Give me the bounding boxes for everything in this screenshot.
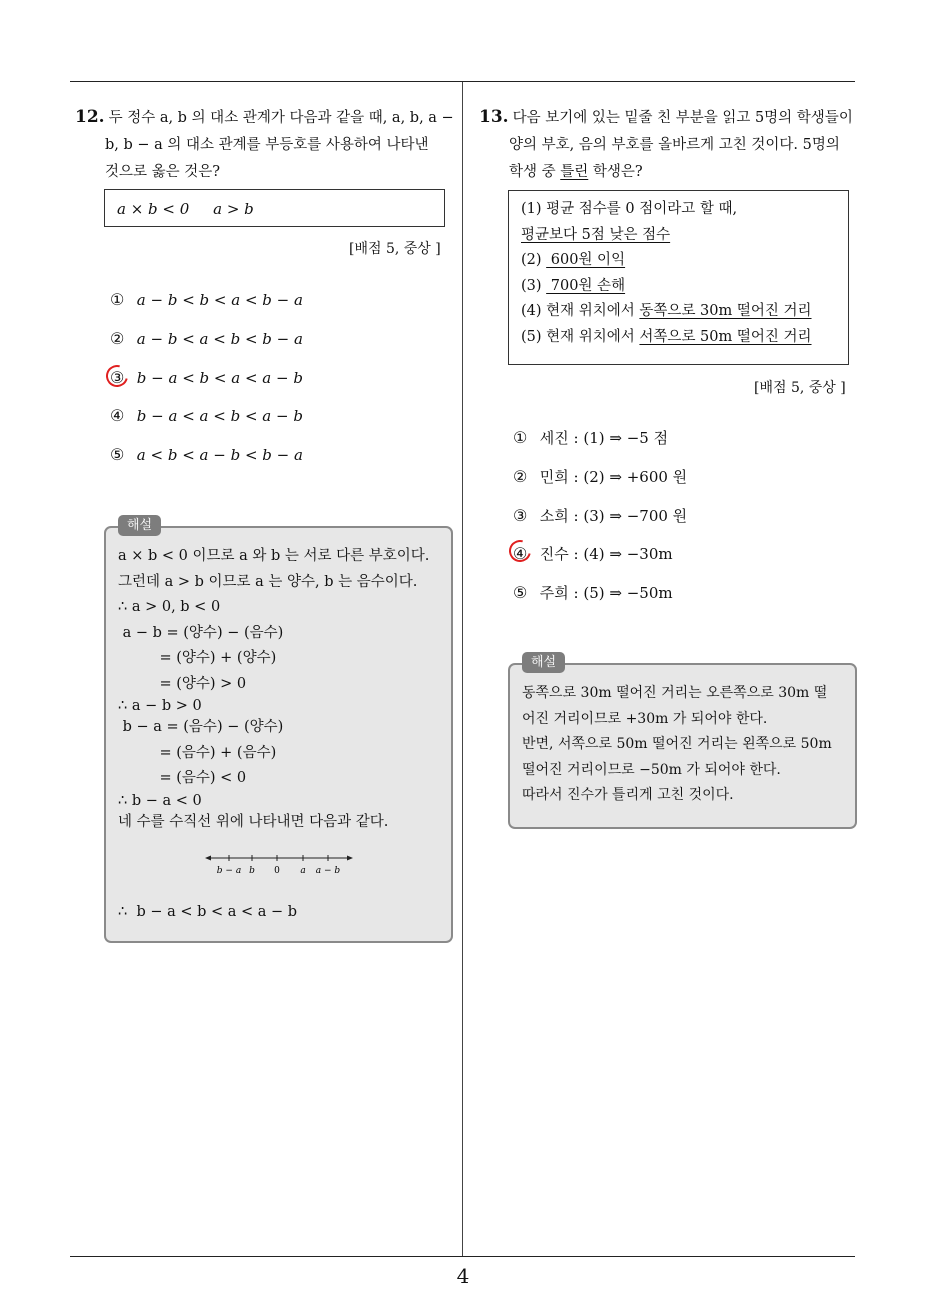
score-label: [배점 5, 중상 ]: [754, 380, 846, 396]
question-text-line1: 두 정수 a, b 의 대소 관계가 다음과 같을 때, a, b, a −: [108, 110, 454, 126]
number-line-diagram: [205, 851, 355, 879]
bottom-rule: [70, 1256, 855, 1257]
example-underline: 동쪽으로 30m 떨어진 거리: [639, 303, 812, 319]
arrow-left-icon: [205, 856, 211, 861]
explanation-text: [522, 681, 832, 809]
explanation-line: = (양수) + (양수): [118, 650, 277, 666]
explanation-line: 반면, 서쪽으로 50m 떨어진 거리는 왼쪽으로 50m: [522, 736, 832, 752]
explanation-line: 따라서 진수가 틀리게 고친 것이다.: [522, 787, 734, 803]
explanation-line: ∴ a − b > 0: [118, 698, 202, 714]
explanation-line: 네 수를 수직선 위에 나타내면 다음과 같다.: [118, 813, 389, 830]
arrow-right-icon: [347, 856, 353, 861]
question-text-line1: 다음 보기에 있는 밑줄 친 부분을 읽고 5명의 학생들이: [512, 110, 853, 126]
choice-5[interactable]: ⑤ 주희 : (5) ⇒ −50m: [513, 583, 673, 602]
question-text-line2: b, b − a 의 대소 관계를 부등호를 사용하여 나타낸: [105, 137, 429, 153]
explanation-line: = (음수) < 0: [118, 770, 247, 786]
page-number: 4: [456, 1264, 470, 1288]
tick-label: 0: [274, 866, 280, 876]
column-divider: [462, 82, 463, 1256]
given-condition: a × b < 0 a > b: [117, 200, 254, 218]
given-condition-box: [104, 189, 445, 227]
explanation-line: = (음수) + (음수): [118, 744, 277, 761]
example-underline: 평균보다 5점 낮은 점수: [521, 226, 671, 243]
choice-2[interactable]: ② 민희 : (2) ⇒ +600 원: [513, 467, 688, 486]
explanation-conclusion: ∴ b − a < b < a < a − b: [118, 904, 298, 920]
explanation-tag: 해설: [118, 515, 161, 536]
explanation-line: 동쪽으로 30m 떨어진 거리는 오른쪽으로 30m 떨: [522, 685, 828, 701]
explanation-line: 떨어진 거리이므로 −50m 가 되어야 한다.: [522, 761, 781, 778]
example-underline: 600원 이익: [546, 252, 626, 268]
choice-4[interactable]: ④ b − a < a < b < a − b: [110, 406, 303, 425]
tick-label: a − b: [315, 866, 341, 876]
question-text-line3: 학생 중 틀린 학생은?: [509, 164, 643, 180]
explanation-line: 어진 거리이므로 +30m 가 되어야 한다.: [522, 710, 768, 727]
tick-label: a: [300, 866, 306, 876]
choice-5[interactable]: ⑤ a < b < a − b < b − a: [110, 445, 303, 464]
choice-4[interactable]: ④ 진수 : (4) ⇒ −30m: [513, 544, 673, 563]
explanation-line: 그런데 a > b 이므로 a 는 양수, b 는 음수이다.: [118, 573, 418, 590]
choice-3[interactable]: ③ 소희 : (3) ⇒ −700 원: [513, 506, 688, 525]
choice-2[interactable]: ② a − b < a < b < b − a: [110, 329, 303, 348]
explanation-line: ∴ a > 0, b < 0: [118, 599, 221, 615]
example-underline: 서쪽으로 50m 떨어진 거리: [639, 328, 812, 345]
explanation-line: b − a = (음수) − (양수): [118, 719, 284, 735]
choice-1[interactable]: ① a − b < b < a < b − a: [110, 290, 303, 309]
explanation-line: a − b = (양수) − (음수): [118, 624, 284, 641]
explanation-text: [118, 544, 429, 835]
explanation-tag: 해설: [522, 652, 565, 673]
question-number: 13.: [479, 107, 509, 127]
tick-label: b: [249, 866, 255, 876]
question-number: 12.: [75, 107, 105, 127]
example-box: (1) 평균 점수를 0 점이라고 할 때, 평균보다 5점 낮은 점수 (2) 600원 이익 (3) 700원 손해 (4) 현재 위치에서 동쪽으로 30m 떨어진 거리 (5) 현재 위치에서 서쪽으로 50m 떨어진 거리: [508, 190, 849, 365]
explanation-line: ∴ b − a < 0: [118, 792, 202, 809]
question-text-line3: 것으로 옳은 것은?: [105, 164, 221, 180]
question-text-line2: 양의 부호, 음의 부호를 올바르게 고친 것이다. 5명의: [509, 137, 840, 153]
tick-label: b − a: [216, 866, 242, 876]
example-line: (1) 평균 점수를 0 점이라고 할 때,: [521, 201, 738, 217]
question-12: [75, 104, 457, 186]
question-13: [479, 104, 864, 186]
explanation-line: a × b < 0 이므로 a 와 b 는 서로 다른 부호이다.: [118, 548, 430, 564]
choice-1[interactable]: ① 세진 : (1) ⇒ −5 점: [513, 428, 669, 447]
choice-3[interactable]: ③ b − a < b < a < a − b: [110, 368, 303, 387]
score-label: [배점 5, 중상 ]: [349, 241, 441, 257]
explanation-line: = (양수) > 0: [118, 675, 247, 692]
example-underline: 700원 손해: [546, 277, 626, 294]
